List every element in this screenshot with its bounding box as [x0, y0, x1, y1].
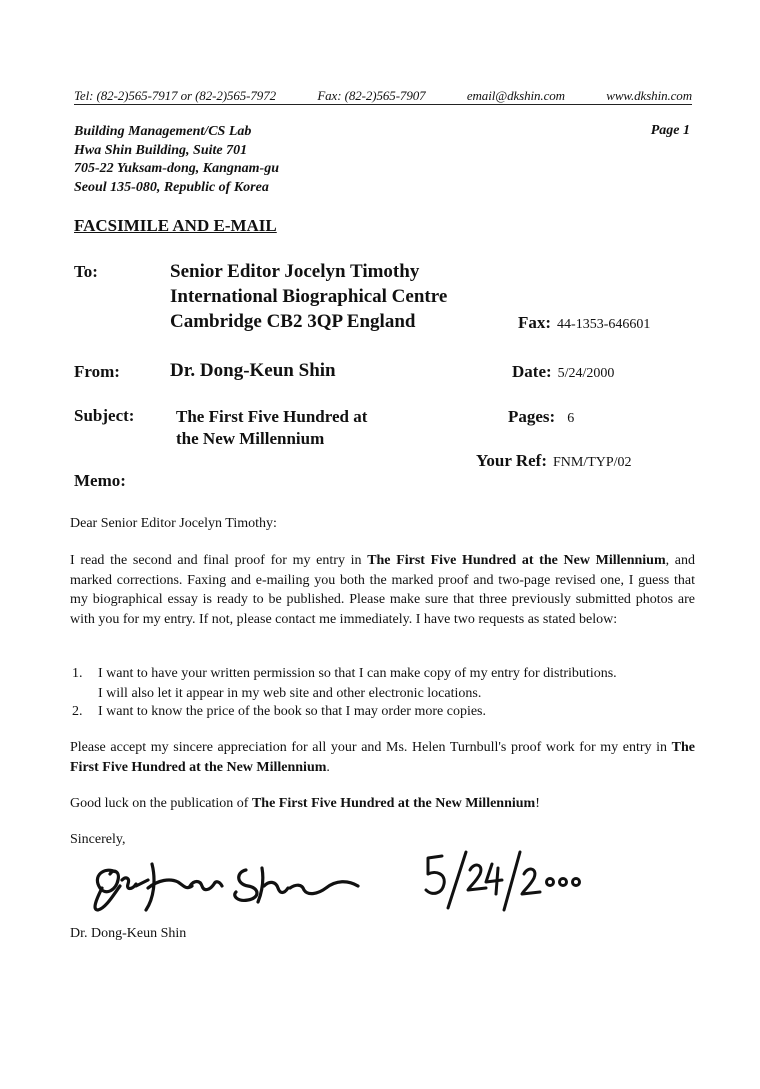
text-run: I read the second and final proof for my entry in	[70, 553, 368, 568]
date-label: Date:	[512, 362, 552, 381]
request-line: I will also let it appear in my web site and other electronic locations.	[98, 685, 482, 701]
fax-label: Fax:	[518, 313, 552, 332]
address-line: Building Management/CS Lab	[74, 124, 252, 139]
address-line: Hwa Shin Building, Suite 701	[74, 142, 248, 158]
document-title: FACSIMILE AND E-MAIL	[74, 216, 277, 235]
sender-address	[74, 123, 279, 197]
request-text	[98, 664, 617, 703]
salutation: Dear Senior Editor Jocelyn Timothy:	[70, 516, 277, 531]
from-value: Dr. Dong-Keun Shin	[170, 360, 336, 381]
paragraph-3	[70, 794, 540, 814]
fax-field	[518, 313, 650, 333]
request-number: 2.	[72, 704, 83, 719]
recipient-block	[170, 259, 447, 334]
header-web: www.dkshin.com	[606, 88, 692, 103]
header-fax: Fax: (82-2)565-7907	[317, 88, 426, 103]
your-ref-label: Your Ref:	[476, 451, 547, 470]
recipient-line: International Biographical Centre	[170, 286, 448, 307]
book-title: The First Five Hundred at the New Millennium	[251, 796, 536, 811]
request-text: I want to know the price of the book so that I may order more copies.	[98, 704, 487, 719]
header-email: email@dkshin.com	[466, 88, 565, 103]
your-ref-value: FNM/TYP/02	[552, 455, 632, 470]
handwritten-date-image	[420, 846, 590, 916]
memo-label: Memo:	[74, 471, 126, 490]
text-run: !	[535, 796, 540, 811]
to-label: To:	[74, 262, 98, 281]
pages-value: 6	[567, 411, 575, 426]
text-run: Please accept my sincere appreciation for all your and Ms. Helen Turnbull's proof work for my entry in	[70, 740, 672, 755]
header-tel: Tel: (82-2)565-7917 or (82-2)565-7972	[74, 88, 276, 103]
pages-label: Pages:	[508, 407, 556, 426]
subject-line: The First Five Hundred at	[176, 407, 368, 426]
address-line: 705-22 Yuksam-dong, Kangnam-gu	[74, 161, 279, 176]
subject-label: Subject:	[74, 406, 135, 425]
recipient-line: Senior Editor Jocelyn Timothy	[170, 261, 420, 282]
paragraph-1	[70, 551, 695, 629]
subject-value	[176, 406, 367, 450]
text-run: Good luck on the publication of	[70, 796, 252, 811]
closing: Sincerely,	[70, 832, 126, 847]
signer-name: Dr. Dong-Keun Shin	[70, 926, 187, 941]
date-value: 5/24/2000	[557, 366, 615, 381]
book-title: The First Five Hundred at the New Millennium	[367, 553, 666, 568]
signature-image	[86, 850, 386, 922]
text-run: .	[326, 759, 330, 775]
date-field	[512, 362, 614, 382]
text-run: , and marked corrections. Faxing and e-mailing you both the marked proof and two-page revised one, I guess that my biographical essay is ready to be published. Please make sure that three previously submitted photos are with you for my entry. If not, please contact me immediately. I have two requests as stated below:	[70, 553, 696, 627]
subject-line: the New Millennium	[176, 429, 325, 448]
pages-field	[508, 407, 574, 427]
recipient-line: Cambridge CB2 3QP England	[170, 311, 416, 332]
from-label: From:	[74, 362, 120, 381]
fax-value: 44-1353-646601	[557, 317, 651, 332]
request-line: I want to have your written permission so that I can make copy of my entry for distributions.	[98, 666, 617, 681]
page-number: Page 1	[650, 123, 690, 138]
paragraph-2	[70, 738, 695, 777]
book-title: The First Five Hundred at the New Millennium	[70, 740, 695, 775]
address-line: Seoul 135-080, Republic of Korea	[74, 179, 269, 195]
your-ref-field	[476, 451, 632, 471]
contact-header	[74, 88, 692, 105]
request-number: 1.	[72, 666, 83, 681]
